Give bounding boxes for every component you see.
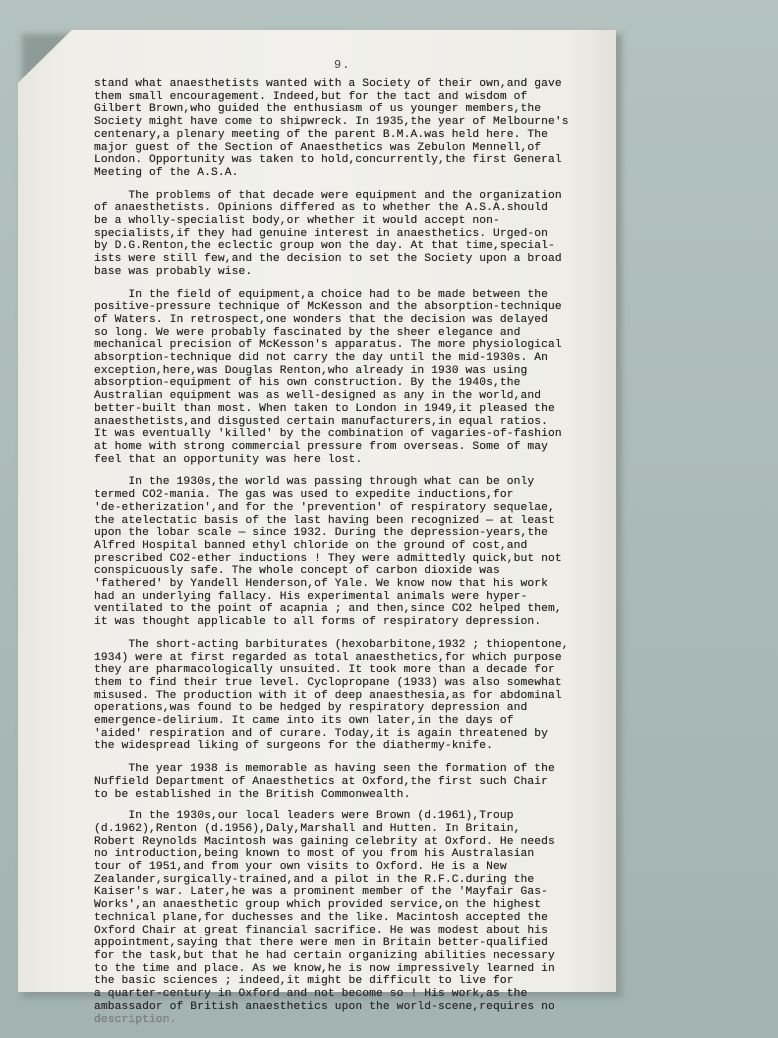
text-line: to be established in the British Commonwealth. (94, 788, 411, 801)
text-line: conspicuously safe. The whole concept of carbon dioxide was (94, 565, 500, 578)
text-line: In the 1930s,the world was passing through what can be only (94, 476, 535, 489)
text-line: The year 1938 is memorable as having seen the formation of the (94, 763, 555, 776)
text-line: base was probably wise. (94, 265, 253, 278)
text-line: Alfred Hospital banned ethyl chloride on the ground of cost,and (94, 539, 528, 552)
text-line: major guest of the Section of Anaesthetics was Zebulon Mennell,of (94, 141, 542, 154)
text-line: specialists,if they had genuine interest in anaesthetics. Urged-on (94, 227, 549, 240)
text-line: of Waters. In retrospect,one wonders that the decision was delayed (94, 313, 549, 326)
text-line: Kaiser's war. Later,he was a prominent member of the 'Mayfair Gas- (94, 886, 549, 899)
text-line: ventilated to the point of acapnia ; and then,since CO2 helped them, (94, 603, 562, 616)
text-line: anaesthetists,and disgusted certain manufacturers,in equal ratios. (94, 415, 549, 428)
text-line: so long. We were probably fascinated by the sheer elegance and (94, 326, 521, 339)
paragraph-4 (94, 476, 606, 628)
text-line: prescribed CO2-ether inductions ! They were admittedly quick,but not (94, 552, 562, 565)
text-line: them to find their true level. Cyclopropane (1933) was also somewhat (94, 676, 562, 689)
text-line: emergence-delirium. It came into its own later,in the days of (94, 715, 514, 728)
text-line: absorption-technique did not carry the day until the mid-1930s. An (94, 352, 549, 365)
text-line: termed CO2-mania. The gas was used to expedite inductions,for (94, 489, 514, 502)
text-line: for the task,but that he had certain organizing abilities necessary (94, 950, 555, 962)
paragraph-5 (94, 639, 606, 753)
text-line: description. (94, 1013, 177, 1026)
text-line: centenary,a plenary meeting of the parent B.M.A.was held here. The (94, 128, 549, 141)
text-line: Gilbert Brown,who guided the enthusiasm of us younger members,the (94, 103, 542, 116)
text-line: better-built than most. When taken to London in 1949,it pleased the (94, 402, 555, 415)
text-line: exception,here,was Douglas Renton,who already in 1930 was using (94, 364, 528, 377)
text-line: they are pharmacologically unsuited. It took more than a decade for (94, 664, 555, 677)
text-line: technical plane,for duchesses and the like. Macintosh accepted the (94, 911, 549, 924)
text-line: absorption-equipment of his own construction. By the 1940s,the (94, 377, 521, 390)
text-line: Nuffield Department of Anaesthetics at Oxford,the first such Chair (94, 775, 549, 788)
text-line: no introduction,being known to most of you from his Australasian (94, 848, 535, 861)
text-line: Meeting of the A.S.A. (94, 166, 239, 179)
text-line: Zealander,surgically-trained,and a pilot in the R.F.C.during the (94, 873, 535, 886)
text-line: of anaesthetists. Opinions differed as to whether the A.S.A.should (94, 202, 549, 215)
text-line: ambassador of British anaesthetics upon the world-scene,requires no (94, 1000, 555, 1013)
text-line: Oxford Chair at great financial sacrifice. He was modest about his (94, 924, 549, 937)
text-line: by D.G.Renton,the eclectic group won the day. At that time,special- (94, 240, 555, 253)
text-line: stand what anaesthetists wanted with a Society of their own,and gave (94, 78, 562, 90)
text-line: In the 1930s,our local leaders were Brown (d.1961),Troup (94, 810, 514, 823)
paragraph-1 (94, 78, 606, 180)
text-line: operations,was found to be hedged by respiratory depression and (94, 702, 528, 715)
paragraph-6 (94, 763, 606, 801)
text-line: be a wholly-specialist body,or whether it would accept non- (94, 215, 500, 228)
text-line: misused. The production with it of deep anaesthesia,as for abdominal (94, 689, 562, 702)
paragraph-7 (94, 810, 606, 1026)
text-line: 'de-etherization',and for the 'prevention' of respiratory sequelae, (94, 501, 555, 514)
text-line: the atelectatic basis of the last having been recognized — at least (94, 514, 555, 527)
text-line: the widespread liking of surgeons for the diathermy-knife. (94, 740, 493, 753)
text-line: to the time and place. As we know,he is now impressively learned in (94, 962, 555, 975)
document-body (94, 78, 606, 1026)
text-line: London. Opportunity was taken to hold,concurrently,the first General (94, 154, 562, 167)
text-line: 1934) were at first regarded as total anaesthetics,for which purpose (94, 651, 562, 664)
text-line: feel that an opportunity was here lost. (94, 453, 363, 466)
text-line: tour of 1951,and from your own visits to Oxford. He is a New (94, 861, 507, 874)
paragraph-3 (94, 289, 606, 467)
text-line: appointment,saying that there were men in Britain better-qualified (94, 937, 549, 950)
text-line: Works',an anaesthetic group which provided service,on the highest (94, 899, 542, 912)
text-line: Australian equipment was as well-designed as any in the world,and (94, 390, 542, 403)
text-line: the basic sciences ; indeed,it might be difficult to live for (94, 975, 514, 988)
page-number: 9. (334, 58, 351, 72)
text-line: It was eventually 'killed' by the combination of vagaries-of-fashion (94, 428, 562, 441)
text-line: them small encouragement. Indeed,but for the tact and wisdom of (94, 90, 528, 103)
text-line: The short-acting barbiturates (hexobarbitone,1932 ; thiopentone, (94, 638, 569, 651)
paragraph-2 (94, 190, 606, 279)
text-line: mechanical precision of McKesson's apparatus. The more physiological (94, 339, 562, 352)
text-line: ists were still few,and the decision to set the Society upon a broad (94, 253, 562, 266)
text-line: The problems of that decade were equipment and the organization (94, 189, 562, 202)
text-line: at home with strong commercial pressure from overseas. Some of may (94, 440, 549, 453)
text-line: it was thought applicable to all forms of respiratory depression. (94, 616, 542, 629)
text-line: Society might have come to shipwreck. In 1935,the year of Melbourne's (94, 116, 569, 129)
text-line: Robert Reynolds Macintosh was gaining celebrity at Oxford. He needs (94, 835, 555, 848)
text-line: had an underlying fallacy. His experimental animals were hyper- (94, 590, 528, 603)
text-line: upon the lobar scale — since 1932. During the depression-years,the (94, 527, 549, 540)
text-line: 'fathered' by Yandell Henderson,of Yale. We know now that his work (94, 578, 549, 591)
text-line: 'aided' respiration and of curare. Today,it is again threatened by (94, 727, 549, 740)
text-line: In the field of equipment,a choice had to be made between the (94, 288, 549, 301)
text-line: positive-pressure technique of McKesson and the absorption-technique (94, 301, 562, 314)
text-line: a quarter-century in Oxford and not become so ! His work,as the (94, 988, 528, 1001)
text-line: (d.1962),Renton (d.1956),Daly,Marshall and Hutten. In Britain, (94, 822, 521, 835)
